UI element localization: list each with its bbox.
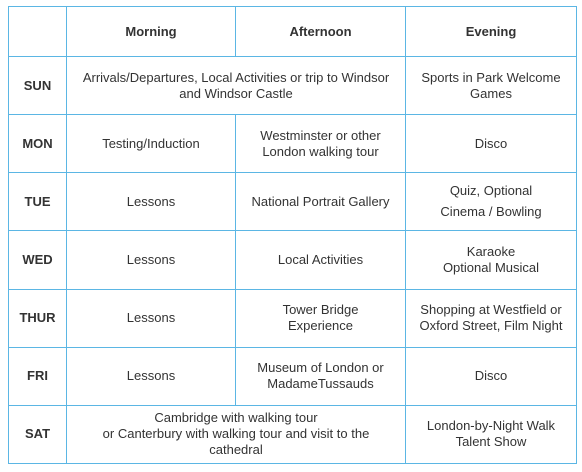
table-row	[9, 57, 577, 115]
evening-line: Cinema / Bowling	[440, 204, 542, 220]
afternoon-line: Museum of London or	[257, 360, 384, 376]
header-row	[9, 7, 577, 57]
evening-line: Talent Show	[455, 434, 527, 450]
day-label: MON	[9, 115, 67, 173]
evening-line: Quiz, Optional	[449, 183, 533, 199]
evening-cell	[406, 231, 577, 289]
afternoon-line: Tower Bridge	[282, 302, 359, 318]
day-label: SUN	[9, 57, 67, 115]
table-row	[9, 347, 577, 405]
evening-cell: Sports in Park Welcome Games	[406, 57, 577, 115]
day-label: WED	[9, 231, 67, 289]
schedule-table	[8, 6, 577, 464]
afternoon-cell: Local Activities	[236, 231, 406, 289]
evening-line: Optional Musical	[442, 260, 540, 276]
table-row	[9, 173, 577, 231]
morning-afternoon-line: or Canterbury with walking tour and visit to the	[102, 426, 370, 442]
morning-afternoon-line: cathedral	[209, 442, 263, 458]
afternoon-cell: National Portrait Gallery	[236, 173, 406, 231]
table-row	[9, 405, 577, 463]
evening-cell: Disco	[406, 347, 577, 405]
morning-cell: Lessons	[67, 173, 236, 231]
evening-cell: Disco	[406, 115, 577, 173]
column-header-evening: Evening	[406, 7, 577, 57]
morning-afternoon-cell: Arrivals/Departures, Local Activities or trip to Windsor and Windsor Castle	[67, 57, 406, 115]
evening-cell	[406, 173, 577, 231]
column-header-morning: Morning	[67, 7, 236, 57]
morning-cell: Lessons	[67, 347, 236, 405]
afternoon-cell: Westminster or other London walking tour	[236, 115, 406, 173]
afternoon-line: Experience	[287, 318, 354, 334]
morning-cell: Testing/Induction	[67, 115, 236, 173]
day-label: SAT	[9, 405, 67, 463]
morning-cell: Lessons	[67, 289, 236, 347]
day-label: TUE	[9, 173, 67, 231]
table-row	[9, 231, 577, 289]
column-header-afternoon: Afternoon	[236, 7, 406, 57]
morning-cell: Lessons	[67, 231, 236, 289]
afternoon-cell	[236, 347, 406, 405]
afternoon-line: MadameTussauds	[267, 376, 374, 392]
table-row	[9, 289, 577, 347]
corner-cell	[9, 7, 67, 57]
evening-cell	[406, 405, 577, 463]
evening-line: London-by-Night Walk	[426, 418, 556, 434]
evening-line: Karaoke	[466, 244, 516, 260]
afternoon-cell	[236, 289, 406, 347]
day-label: FRI	[9, 347, 67, 405]
day-label: THUR	[9, 289, 67, 347]
morning-afternoon-cell	[67, 405, 406, 463]
table-row	[9, 115, 577, 173]
morning-afternoon-line: Cambridge with walking tour	[154, 410, 318, 426]
evening-cell: Shopping at Westfield or Oxford Street, Film Night	[406, 289, 577, 347]
